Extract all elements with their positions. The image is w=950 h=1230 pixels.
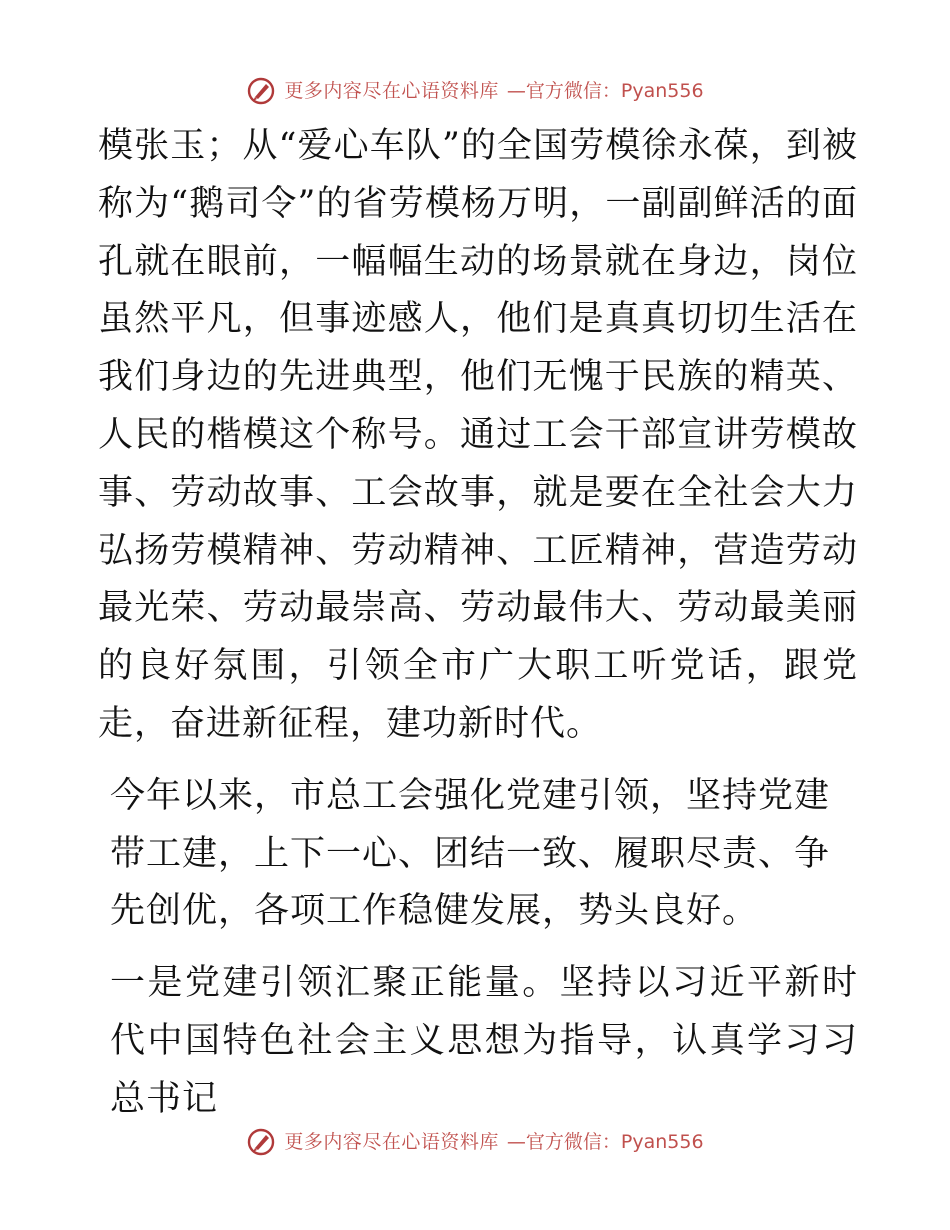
pen-nib-logo-icon <box>246 76 276 106</box>
watermark-site-text: 更多内容尽在心语资料库 <box>284 80 499 102</box>
body-paragraph: 模张玉；从“爱心车队”的全国劳模徐永葆，到被称为“鹅司令”的省劳模杨万明，一副副鲜活的面孔就在眼前，一幅幅生动的场景就在身边，岗位虽然平凡，但事迹感人，他们是真真切切生活在我们身边的先进典型，他们无愧于民族的精英、人民的楷模这个称号。通过工会干部宣讲劳模故事、劳动故事、工会故事，就是要在全社会大力弘扬劳模精神、劳动精神、工匠精神，营造劳动最光荣、劳动最崇高、劳动最伟大、劳动最美丽的良好氛围，引领全市广大职工听党话，跟党走，奋进新征程，建功新时代。 <box>98 126 858 744</box>
watermark-official-text: —官方微信：Pyan556 <box>506 80 704 102</box>
document-body <box>98 118 858 1129</box>
watermark-official-text: —官方微信：Pyan556 <box>506 1131 704 1153</box>
pen-nib-logo-icon <box>246 1127 276 1157</box>
watermark-site-text: 更多内容尽在心语资料库 <box>284 1131 499 1153</box>
body-paragraph: 今年以来，市总工会强化党建引领，坚持党建带工建，上下一心、团结一致、履职尽责、争先创优，各项工作稳健发展，势头良好。 <box>110 775 831 932</box>
header-watermark <box>0 76 950 106</box>
footer-watermark <box>0 1127 950 1157</box>
body-paragraph: 一是党建引领汇聚正能量。坚持以习近平新时代中国特色社会主义思想为指导，认真学习习总书记 <box>110 963 858 1119</box>
